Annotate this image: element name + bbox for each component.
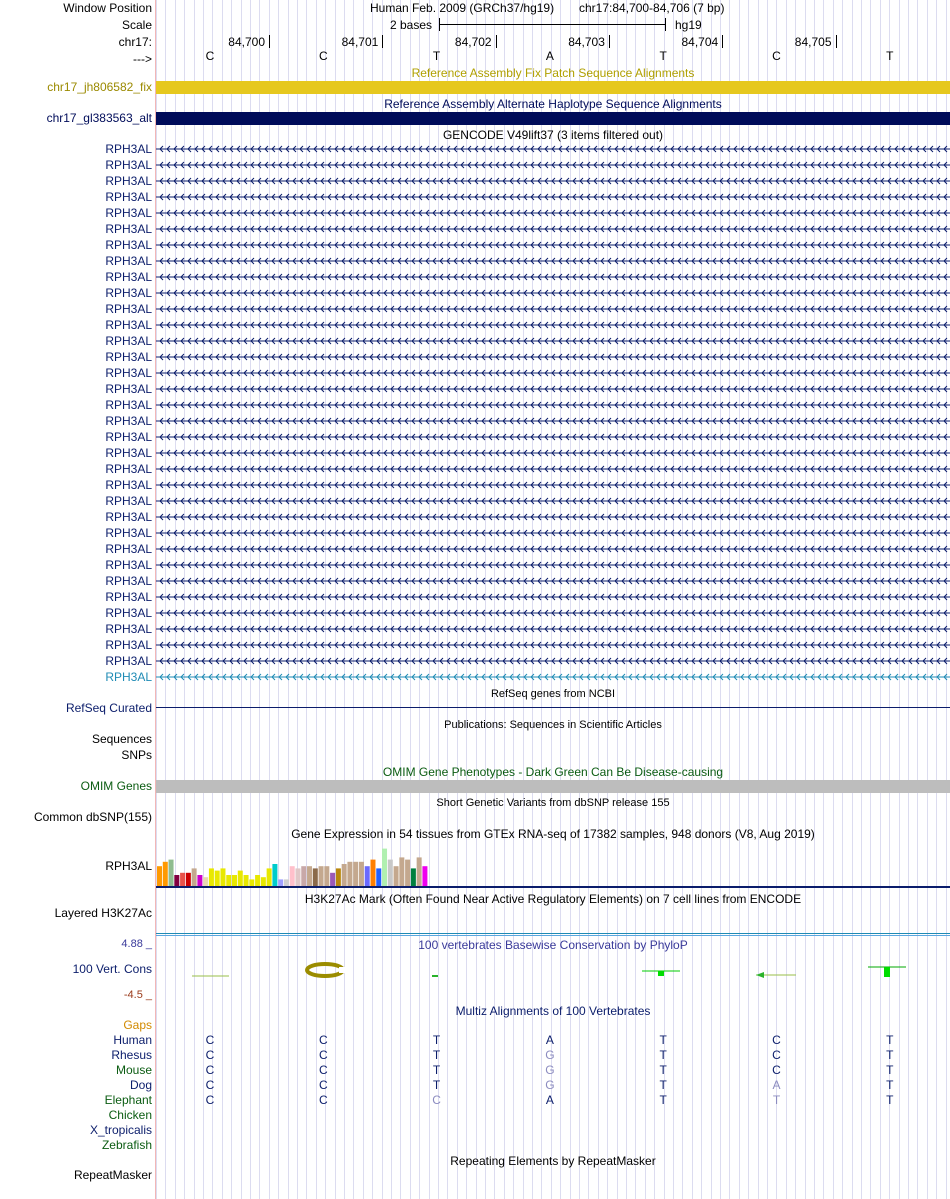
alignment-base: T: [886, 1078, 894, 1092]
gencode-transcript-label[interactable]: RPH3AL: [105, 270, 152, 284]
gtex-tissue-bar[interactable]: [220, 868, 225, 886]
gencode-transcripts[interactable]: [156, 0, 950, 690]
species-label-chicken[interactable]: Chicken: [108, 1108, 152, 1122]
alignment-base: C: [432, 1093, 441, 1107]
gtex-tissue-bar[interactable]: [174, 875, 179, 886]
db-text: hg19: [675, 18, 702, 32]
gtex-tissue-bar[interactable]: [255, 875, 260, 886]
scale-text: 2 bases: [390, 18, 433, 32]
gtex-tissue-bar[interactable]: [163, 862, 168, 886]
gtex-tissue-bar[interactable]: [411, 868, 416, 886]
alignment-base: C: [772, 1063, 781, 1077]
gencode-transcript-label[interactable]: RPH3AL: [105, 366, 152, 380]
reference-base: T: [886, 49, 894, 63]
gtex-tissue-bar[interactable]: [290, 866, 295, 886]
gtex-tissue-bar[interactable]: [347, 862, 352, 886]
alignment-base: T: [886, 1033, 894, 1047]
alignment-base: T: [432, 1063, 441, 1077]
gtex-tissue-bar[interactable]: [209, 868, 214, 886]
gtex-tissue-bar[interactable]: [376, 868, 381, 886]
gtex-tissue-bar[interactable]: [215, 871, 220, 886]
gtex-tissue-bar[interactable]: [244, 875, 249, 886]
gtex-tissue-bar[interactable]: [226, 875, 231, 886]
alignment-base: T: [886, 1063, 894, 1077]
omim-bar[interactable]: [156, 780, 950, 793]
alignment-base: C: [205, 1078, 215, 1092]
sequences-label[interactable]: Sequences: [91, 732, 152, 746]
window-position-label: Window Position: [63, 1, 152, 15]
refseq-title: RefSeq genes from NCBI: [490, 688, 616, 700]
ruler-tick-label: 84,704: [681, 35, 719, 49]
gtex-tissue-bar[interactable]: [307, 866, 312, 886]
gtex-tissue-bar[interactable]: [192, 868, 197, 886]
gtex-tissue-bar[interactable]: [405, 860, 410, 886]
alt-haplotype-label[interactable]: chr17_gl383563_alt: [46, 111, 152, 125]
gtex-tissue-bar[interactable]: [399, 857, 404, 886]
alignment-base: A: [545, 1093, 554, 1107]
ruler-tick-label: 84,701: [341, 35, 379, 49]
gtex-tissue-bar[interactable]: [417, 857, 422, 886]
alignment-base: G: [545, 1063, 555, 1077]
gencode-transcript-label[interactable]: RPH3AL: [105, 574, 152, 588]
gencode-transcript-label[interactable]: RPH3AL: [105, 286, 152, 300]
ruler-tick-label: 84,700: [228, 35, 265, 49]
alignment-base: C: [205, 1048, 215, 1062]
gtex-title: Gene Expression in 54 tissues from GTEx RNA-seq of 17382 samples, 948 donors (V8, Aug 2019): [291, 827, 815, 841]
alignment-base: G: [545, 1078, 555, 1092]
gtex-tissue-bar[interactable]: [359, 862, 364, 886]
alignment-base: T: [432, 1048, 441, 1062]
gencode-transcript-label[interactable]: RPH3AL: [105, 206, 152, 220]
alignment-base: T: [659, 1048, 667, 1062]
gtex-tissue-bar[interactable]: [203, 877, 208, 886]
refseq-gene-line[interactable]: [156, 707, 950, 708]
phylop-label[interactable]: 100 Vert. Cons: [72, 962, 152, 976]
gencode-transcript-label[interactable]: RPH3AL: [105, 350, 152, 364]
phylop-signal-2-gap: [339, 967, 345, 973]
position-text: chr17:84,700-84,706 (7 bp): [579, 1, 725, 15]
reference-base: C: [205, 49, 215, 63]
alignment-base: T: [659, 1033, 667, 1047]
alignment-base: T: [659, 1093, 667, 1107]
alignment-base: A: [772, 1078, 781, 1092]
dbsnp-label[interactable]: Common dbSNP(155): [33, 810, 152, 824]
pubs-title: Publications: Sequences in Scientific Articles: [444, 719, 662, 731]
gtex-tissue-bar[interactable]: [278, 879, 283, 886]
phylop-graph[interactable]: [156, 950, 950, 1000]
reference-base: C: [318, 49, 328, 63]
gtex-tissue-bar[interactable]: [261, 877, 266, 886]
alt-haplotype-title: Reference Assembly Alternate Haplotype Sequence Alignments: [384, 97, 722, 111]
gencode-transcript-label[interactable]: RPH3AL: [105, 430, 152, 444]
gtex-tissue-bar[interactable]: [232, 875, 237, 886]
gtex-tissue-bar[interactable]: [301, 866, 306, 886]
multiz-title: Multiz Alignments of 100 Vertebrates: [455, 1004, 651, 1018]
h3k27ac-label[interactable]: Layered H3K27Ac: [54, 906, 152, 920]
repeatmasker-title: Repeating Elements by RepeatMasker: [450, 1154, 656, 1168]
gtex-tissue-bar[interactable]: [394, 866, 399, 886]
reference-base: A: [545, 49, 554, 63]
alignment-base: T: [772, 1093, 781, 1107]
phylop-max-label: 4.88 _: [121, 938, 152, 950]
gtex-tissue-bar[interactable]: [313, 868, 318, 886]
phylop-min-label: -4.5 _: [123, 989, 152, 1001]
gtex-tissue-bar[interactable]: [157, 866, 162, 886]
gtex-tissue-bar[interactable]: [324, 866, 329, 886]
alignment-base: C: [318, 1033, 328, 1047]
fix-patch-title: Reference Assembly Fix Patch Sequence Alignments: [411, 66, 695, 80]
gtex-tissue-bar[interactable]: [186, 873, 191, 886]
gencode-transcript-label[interactable]: RPH3AL: [105, 302, 152, 316]
gtex-tissue-bar[interactable]: [330, 873, 335, 886]
phylop-signal-5-arrow: [756, 972, 764, 978]
reference-base: T: [432, 49, 441, 63]
gtex-tissue-bar[interactable]: [422, 866, 427, 886]
alignment-base: C: [318, 1093, 328, 1107]
ruler-tick-label: 84,705: [794, 35, 832, 49]
gtex-tissue-bar[interactable]: [169, 860, 174, 886]
gencode-transcript-label[interactable]: RPH3AL: [105, 174, 152, 188]
gencode-transcript-label[interactable]: RPH3AL: [105, 558, 152, 572]
gencode-transcript-label[interactable]: RPH3AL: [105, 638, 152, 652]
reference-base: T: [659, 49, 667, 63]
gencode-title: GENCODE V49lift37 (3 items filtered out): [442, 128, 664, 142]
gencode-transcript-label[interactable]: RPH3AL: [105, 334, 152, 348]
dbsnp-title: Short Genetic Variants from dbSNP release 155: [436, 797, 670, 809]
gencode-transcript-label[interactable]: RPH3AL: [105, 158, 152, 172]
gtex-tissue-bar[interactable]: [238, 871, 243, 886]
gencode-transcript-label[interactable]: RPH3AL: [105, 222, 152, 236]
alignment-base: T: [886, 1048, 894, 1062]
gtex-tissue-bar[interactable]: [267, 868, 272, 886]
species-label-dog[interactable]: Dog: [129, 1078, 152, 1092]
phylop-title: 100 vertebrates Basewise Conservation by PhyloP: [418, 938, 688, 952]
gtex-tissue-bar[interactable]: [249, 879, 254, 886]
fix-patch-label[interactable]: chr17_jh806582_fix: [47, 80, 152, 94]
h3k27ac-title: H3K27Ac Mark (Often Found Near Active Regulatory Elements) on 7 cell lines from ENCODE: [304, 892, 802, 906]
alignment-base: C: [318, 1048, 328, 1062]
gtex-tissue-bar[interactable]: [382, 849, 387, 886]
gencode-transcript-label[interactable]: RPH3AL: [105, 590, 152, 604]
gencode-transcript-label[interactable]: RPH3AL: [105, 542, 152, 556]
species-label-zebrafish[interactable]: Zebrafish: [101, 1138, 152, 1152]
gencode-transcript-label[interactable]: RPH3AL: [105, 654, 152, 668]
gencode-transcript-label[interactable]: RPH3AL: [105, 318, 152, 332]
gtex-tissue-bar[interactable]: [342, 864, 347, 886]
alignment-base: T: [432, 1078, 441, 1092]
reference-base: C: [772, 49, 781, 63]
gtex-tissue-bar[interactable]: [365, 866, 370, 886]
gencode-transcript-label[interactable]: RPH3AL: [105, 622, 152, 636]
alignment-base: C: [205, 1033, 215, 1047]
gencode-transcript-label[interactable]: RPH3AL: [105, 606, 152, 620]
snps-label[interactable]: SNPs: [121, 748, 152, 762]
alignment-base: A: [545, 1033, 554, 1047]
gtex-tissue-bar[interactable]: [353, 862, 358, 886]
species-label-elephant[interactable]: Elephant: [104, 1093, 152, 1107]
track-image[interactable]: [156, 0, 950, 1199]
gtex-tissue-bar[interactable]: [272, 864, 277, 886]
species-label-mouse[interactable]: Mouse: [115, 1063, 152, 1077]
alignment-base: C: [318, 1078, 328, 1092]
phylop-signal-2: [307, 964, 343, 976]
assembly-text: Human Feb. 2009 (GRCh37/hg19): [370, 1, 555, 15]
ruler-tick-label: 84,702: [454, 35, 492, 49]
gencode-transcript-label[interactable]: RPH3AL: [105, 526, 152, 540]
gtex-tissue-bar[interactable]: [295, 868, 300, 886]
gencode-transcript-label[interactable]: RPH3AL: [105, 670, 152, 684]
gtex-tissue-bar[interactable]: [319, 866, 324, 886]
alignment-base: C: [205, 1093, 215, 1107]
gencode-transcript-label[interactable]: RPH3AL: [105, 190, 152, 204]
gtex-tissue-bar[interactable]: [370, 860, 375, 886]
gtex-label[interactable]: RPH3AL: [105, 859, 152, 873]
alignment-base: C: [772, 1048, 781, 1062]
gencode-transcript-label[interactable]: RPH3AL: [105, 398, 152, 412]
h3k27ac-line-1: [156, 933, 950, 934]
gencode-transcript-label[interactable]: RPH3AL: [105, 494, 152, 508]
alignment-base: G: [545, 1048, 555, 1062]
gtex-tissue-bar[interactable]: [284, 879, 289, 886]
gencode-transcript-label[interactable]: RPH3AL: [105, 510, 152, 524]
gtex-tissue-bar[interactable]: [197, 875, 202, 886]
gtex-tissue-bar[interactable]: [336, 868, 341, 886]
repeatmasker-label[interactable]: RepeatMasker: [73, 1168, 152, 1182]
species-label-human[interactable]: Human: [113, 1033, 152, 1047]
refseq-label[interactable]: RefSeq Curated: [65, 701, 152, 715]
alignment-base: C: [772, 1033, 781, 1047]
gencode-transcript-label[interactable]: RPH3AL: [105, 382, 152, 396]
phylop-signal-4-bar: [658, 971, 664, 976]
species-label-x_tropicalis[interactable]: X_tropicalis: [89, 1123, 152, 1137]
alignment-base: T: [886, 1093, 894, 1107]
gencode-transcript-label[interactable]: RPH3AL: [105, 142, 152, 156]
gtex-tissue-bar[interactable]: [388, 860, 393, 886]
chrom-label: chr17:: [118, 35, 152, 49]
gtex-tissue-bar[interactable]: [180, 873, 185, 886]
gencode-transcript-label[interactable]: RPH3AL: [105, 462, 152, 476]
gencode-transcript-label[interactable]: RPH3AL: [105, 414, 152, 428]
strand-label: --->: [133, 52, 152, 66]
omim-label[interactable]: OMIM Genes: [80, 779, 152, 793]
gtex-bar-graph[interactable]: [156, 840, 950, 890]
alignment-base: C: [205, 1063, 215, 1077]
alignment-base: C: [318, 1063, 328, 1077]
phylop-signal-6-bar: [884, 967, 890, 977]
omim-title: OMIM Gene Phenotypes - Dark Green Can Be Disease-causing: [382, 765, 724, 779]
species-label-rhesus[interactable]: Rhesus: [111, 1048, 152, 1062]
gencode-transcript-label[interactable]: RPH3AL: [105, 446, 152, 460]
gencode-transcript-label[interactable]: RPH3AL: [105, 254, 152, 268]
h3k27ac-line-2: [156, 935, 950, 936]
alignment-base: T: [432, 1033, 441, 1047]
gencode-transcript-label[interactable]: RPH3AL: [105, 238, 152, 252]
gaps-label[interactable]: Gaps: [123, 1018, 152, 1032]
gencode-transcript-label[interactable]: RPH3AL: [105, 478, 152, 492]
ruler-tick-label: 84,703: [568, 35, 605, 49]
alignment-base: T: [659, 1078, 667, 1092]
alignment-base: T: [659, 1063, 667, 1077]
scale-label: Scale: [121, 18, 152, 32]
track-label-column: [0, 0, 156, 1199]
